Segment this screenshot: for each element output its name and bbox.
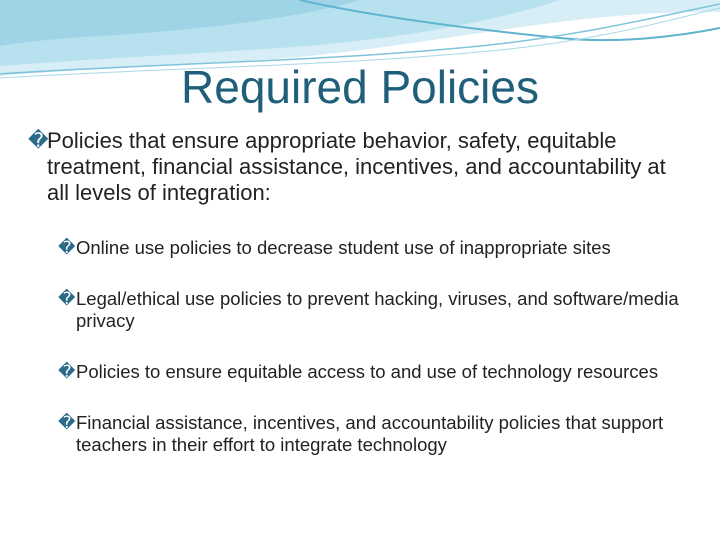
sub-bullet-text: Legal/ethical use policies to prevent hacking, viruses, and software/media privacy: [76, 288, 679, 331]
sub-bullet-list: [58, 237, 703, 485]
main-bullet-text: Policies that ensure appropriate behavior, safety, equitable treatment, financial assistance, incentives, and accountability at all levels of integration:: [47, 128, 666, 205]
main-bullet: [28, 128, 678, 206]
bullet-marker: �: [28, 130, 49, 152]
bullet-marker: �: [58, 362, 76, 381]
sub-bullet-equitable-access: [58, 361, 703, 383]
sub-bullet-text: Online use policies to decrease student use of inappropriate sites: [76, 237, 611, 258]
sub-bullet-financial-assistance: [58, 412, 703, 456]
bullet-marker: �: [58, 289, 76, 308]
sub-bullet-legal-ethical: [58, 288, 703, 332]
sub-bullet-online-use: [58, 237, 703, 259]
sub-bullet-text: Financial assistance, incentives, and accountability policies that support teachers in their effort to integrate technology: [76, 412, 664, 455]
sub-bullet-text: Policies to ensure equitable access to and use of technology resources: [76, 361, 659, 382]
bullet-marker: �: [58, 238, 76, 257]
slide-title: Required Policies: [181, 61, 539, 113]
bullet-marker: �: [58, 413, 76, 432]
